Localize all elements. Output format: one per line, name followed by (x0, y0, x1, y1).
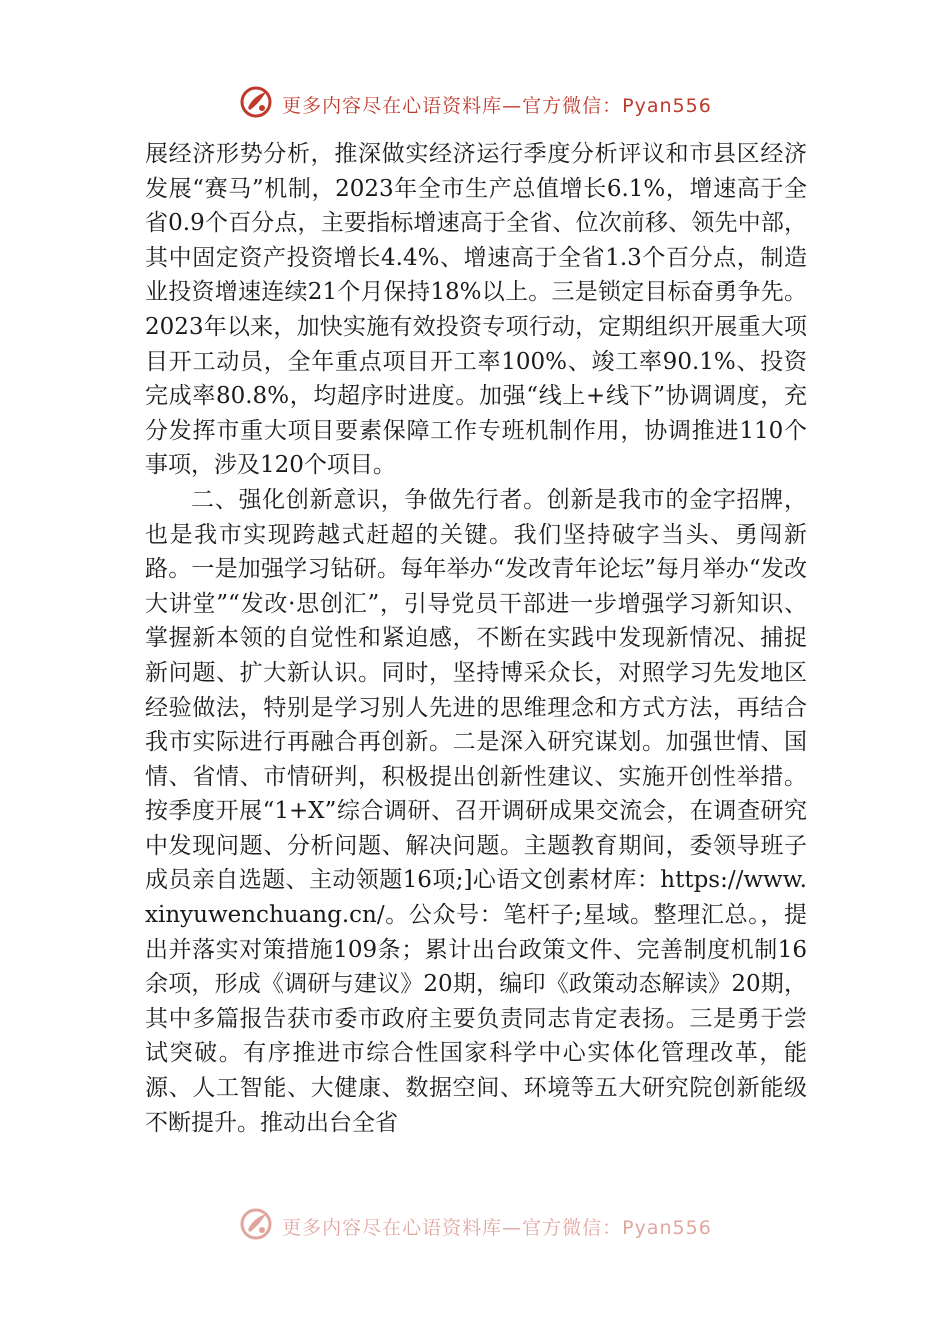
watermark-text: 更多内容尽在心语资料库—官方微信：Pyan556 (282, 94, 712, 117)
watermark-footer (0, 1206, 950, 1246)
paragraph-section-two: 二、强化创新意识，争做先行者。创新是我市的金字招牌，也是我市实现跨越式赶超的关键。我们坚持破字当头、勇闯新路。一是加强学习钻研。每年举办“发改青年论坛”每月举办“发改大讲堂”“发改·思创汇”，引导党员干部进一步增强学习新知识、掌握新本领的自觉性和紧迫感，不断在实践中发现新情况、捕捉新问题、扩大新认识。同时，坚持博采众长，对照学习先发地区经验做法，特别是学习别人先进的思维理念和方式方法，再结合我市实际进行再融合再创新。二是深入研究谋划。加强世情、国情、省情、市情研判，积极提出创新性建议、实施开创性举措。按季度开展“1+X”综合调研、召开调研成果交流会，在调查研究中发现问题、分析问题、解决问题。主题教育期间，委领导班子成员亲自选题、主动领题16项;]心语文创素材库：https://www.xinyuwenchuang.cn/。公众号：笔杆子;星域。整理汇总。，提出并落实对策措施109条；累计出台政策文件、完善制度机制16余项，形成《调研与建议》20期，编印《政策动态解读》20期，其中多篇报告获市委市政府主要负责同志肯定表扬。三是勇于尝试突破。有序推进市综合性国家科学中心实体化管理改革，能源、人工智能、大健康、数据空间、环境等五大研究院创新能级不断提升。推动出台全省 (145, 486, 807, 1136)
ink-brush-logo-icon (238, 1206, 274, 1247)
paragraph-continued: 展经济形势分析，推深做实经济运行季度分析评议和市县区经济发展“赛马”机制，2023年全市生产总值增长6.1%，增速高于全省0.9个百分点，主要指标增速高于全省、位次前移、领先中部，其中固定资产投资增长4.4%、增速高于全省1.3个百分点，制造业投资增速连续21个月保持18%以上。三是锁定目标奋勇争先。2023年以来，加快实施有效投资专项行动，定期组织开展重大项目开工动员，全年重点项目开工率100%、竣工率90.1%、投资完成率80.8%，均超序时进度。加强“线上+线下”协调调度，充分发挥市重大项目要素保障工作专班机制作用，协调推进110个事项，涉及120个项目。 (145, 141, 807, 479)
ink-brush-logo-icon (238, 84, 274, 125)
watermark-header (0, 84, 950, 124)
watermark-text: 更多内容尽在心语资料库—官方微信：Pyan556 (282, 1216, 712, 1239)
document-body (145, 137, 807, 1140)
